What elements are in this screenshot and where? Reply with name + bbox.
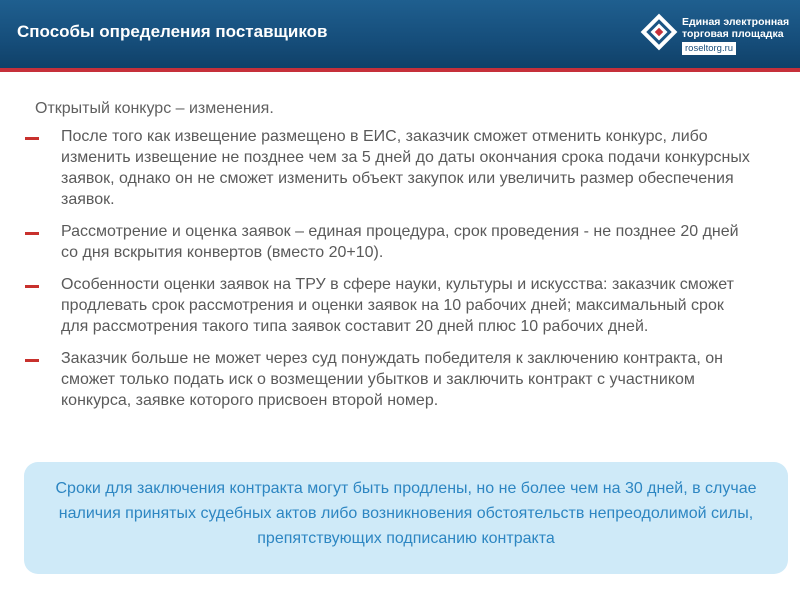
dash-bullet-icon bbox=[25, 137, 39, 140]
logo-text-line1: Единая электронная bbox=[682, 16, 790, 28]
roseltorg-logo[interactable] bbox=[640, 10, 795, 60]
header-bar bbox=[0, 0, 800, 72]
list-item bbox=[0, 126, 751, 210]
logo-url[interactable]: roseltorg.ru bbox=[682, 42, 736, 55]
dash-bullet-icon bbox=[25, 285, 39, 288]
bullet-text: После того как извещение размещено в ЕИС, заказчик сможет отменить конкурс, либо изменить извещение не позднее чем за 5 дней до даты окончания срока подачи конкурсных заявок, однако он не сможет изменить объект закупок или увеличить размер обеспечения заявок. bbox=[61, 128, 750, 208]
header-divider bbox=[0, 68, 800, 72]
list-item bbox=[0, 274, 751, 337]
callout-text: Сроки для заключения контракта могут быть продлены, но не более чем на 30 дней, в случае наличия принятых судебных актов либо возникновения обстоятельств непреодолимой силы, препятствующих подписанию контракта bbox=[55, 480, 757, 547]
bullet-text: Заказчик больше не может через суд понуждать победителя к заключению контракта, он сможет только подать иск о возмещении убытков и заключить контракт с участником конкурса, заявке которого присвоен второй номер. bbox=[61, 350, 723, 409]
page-title: Способы определения поставщиков bbox=[17, 22, 328, 41]
list-item bbox=[0, 221, 751, 263]
list-item bbox=[0, 348, 751, 411]
bullet-text: Рассмотрение и оценка заявок – единая процедура, срок проведения - не позднее 20 дней со дня вскрытия конвертов (вместо 20+10). bbox=[61, 223, 739, 261]
callout-box bbox=[24, 462, 788, 574]
dash-bullet-icon bbox=[25, 359, 39, 362]
logo-text-line2: торговая площадка bbox=[682, 28, 784, 40]
section-lead: Открытый конкурс – изменения. bbox=[35, 100, 274, 117]
bullet-text: Особенности оценки заявок на ТРУ в сфере науки, культуры и искусства: заказчик сможет продлевать срок рассмотрения и оценки заявок на 10 рабочих дней; максимальный срок для рассмотрения такого типа заявок составит 20 дней плюс 10 рабочих дней. bbox=[61, 276, 734, 335]
dash-bullet-icon bbox=[25, 232, 39, 235]
bullet-list bbox=[0, 126, 800, 422]
roseltorg-logo-icon bbox=[640, 13, 678, 51]
